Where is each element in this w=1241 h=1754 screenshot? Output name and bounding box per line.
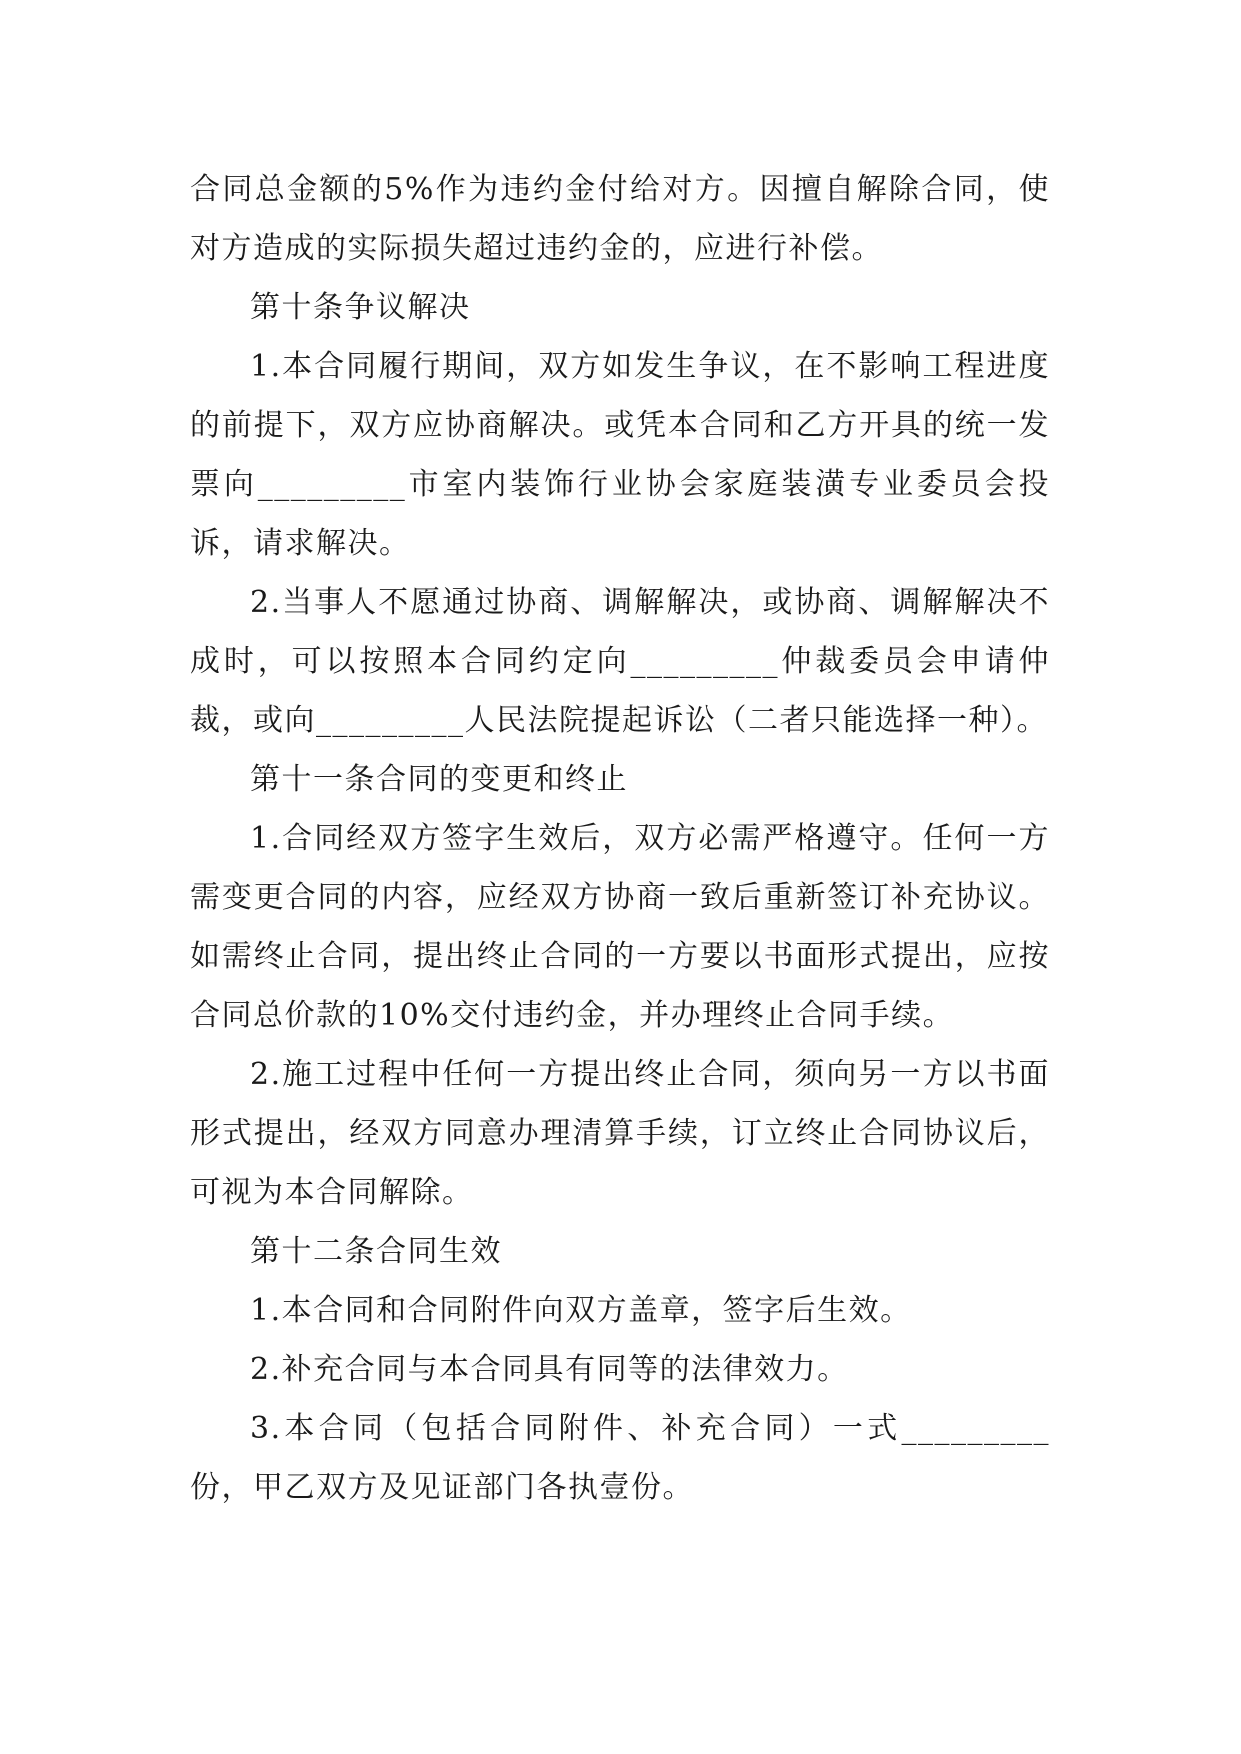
paragraph-continuation: 合同总金额的5%作为违约金付给对方。因擅自解除合同，使对方造成的实际损失超过违约金的，应进行补偿。 <box>190 172 1050 266</box>
paragraph-article-11-item-1: 1.合同经双方签字生效后，双方必需严格遵守。任何一方需变更合同的内容，应经双方协商一致后重新签订补充协议。如需终止合同，提出终止合同的一方要以书面形式提出，应按合同总价款的10%交付违约金，并办理终止合同手续。 <box>190 821 1050 1033</box>
section-heading-article-12: 第十二条合同生效 <box>250 1234 502 1269</box>
paragraph-article-11-item-2: 2.施工过程中任何一方提出终止合同，须向另一方以书面形式提出，经双方同意办理清算手续，订立终止合同协议后，可视为本合同解除。 <box>190 1057 1050 1210</box>
paragraph-article-12-item-2: 2.补充合同与本合同具有同等的法律效力。 <box>250 1352 849 1387</box>
paragraph-article-10-item-2: 2.当事人不愿通过协商、调解解决，或协商、调解解决不成时，可以按照本合同约定向_________仲裁委员会申请仲裁，或向_________人民法院提起诉讼（二者只能选择一种）。 <box>190 585 1050 738</box>
section-heading-article-10: 第十条争议解决 <box>250 290 471 325</box>
paragraph-article-12-item-3: 3.本合同（包括合同附件、补充合同）一式_________份，甲乙双方及见证部门各执壹份。 <box>190 1411 1050 1505</box>
section-heading-article-11: 第十一条合同的变更和终止 <box>250 762 628 797</box>
paragraph-article-10-item-1: 1.本合同履行期间，双方如发生争议，在不影响工程进度的前提下，双方应协商解决。或凭本合同和乙方开具的统一发票向_________市室内装饰行业协会家庭装潢专业委员会投诉，请求解决。 <box>190 349 1050 561</box>
document-body <box>190 160 1050 1517</box>
paragraph-article-12-item-1: 1.本合同和合同附件向双方盖章，签字后生效。 <box>250 1293 912 1328</box>
